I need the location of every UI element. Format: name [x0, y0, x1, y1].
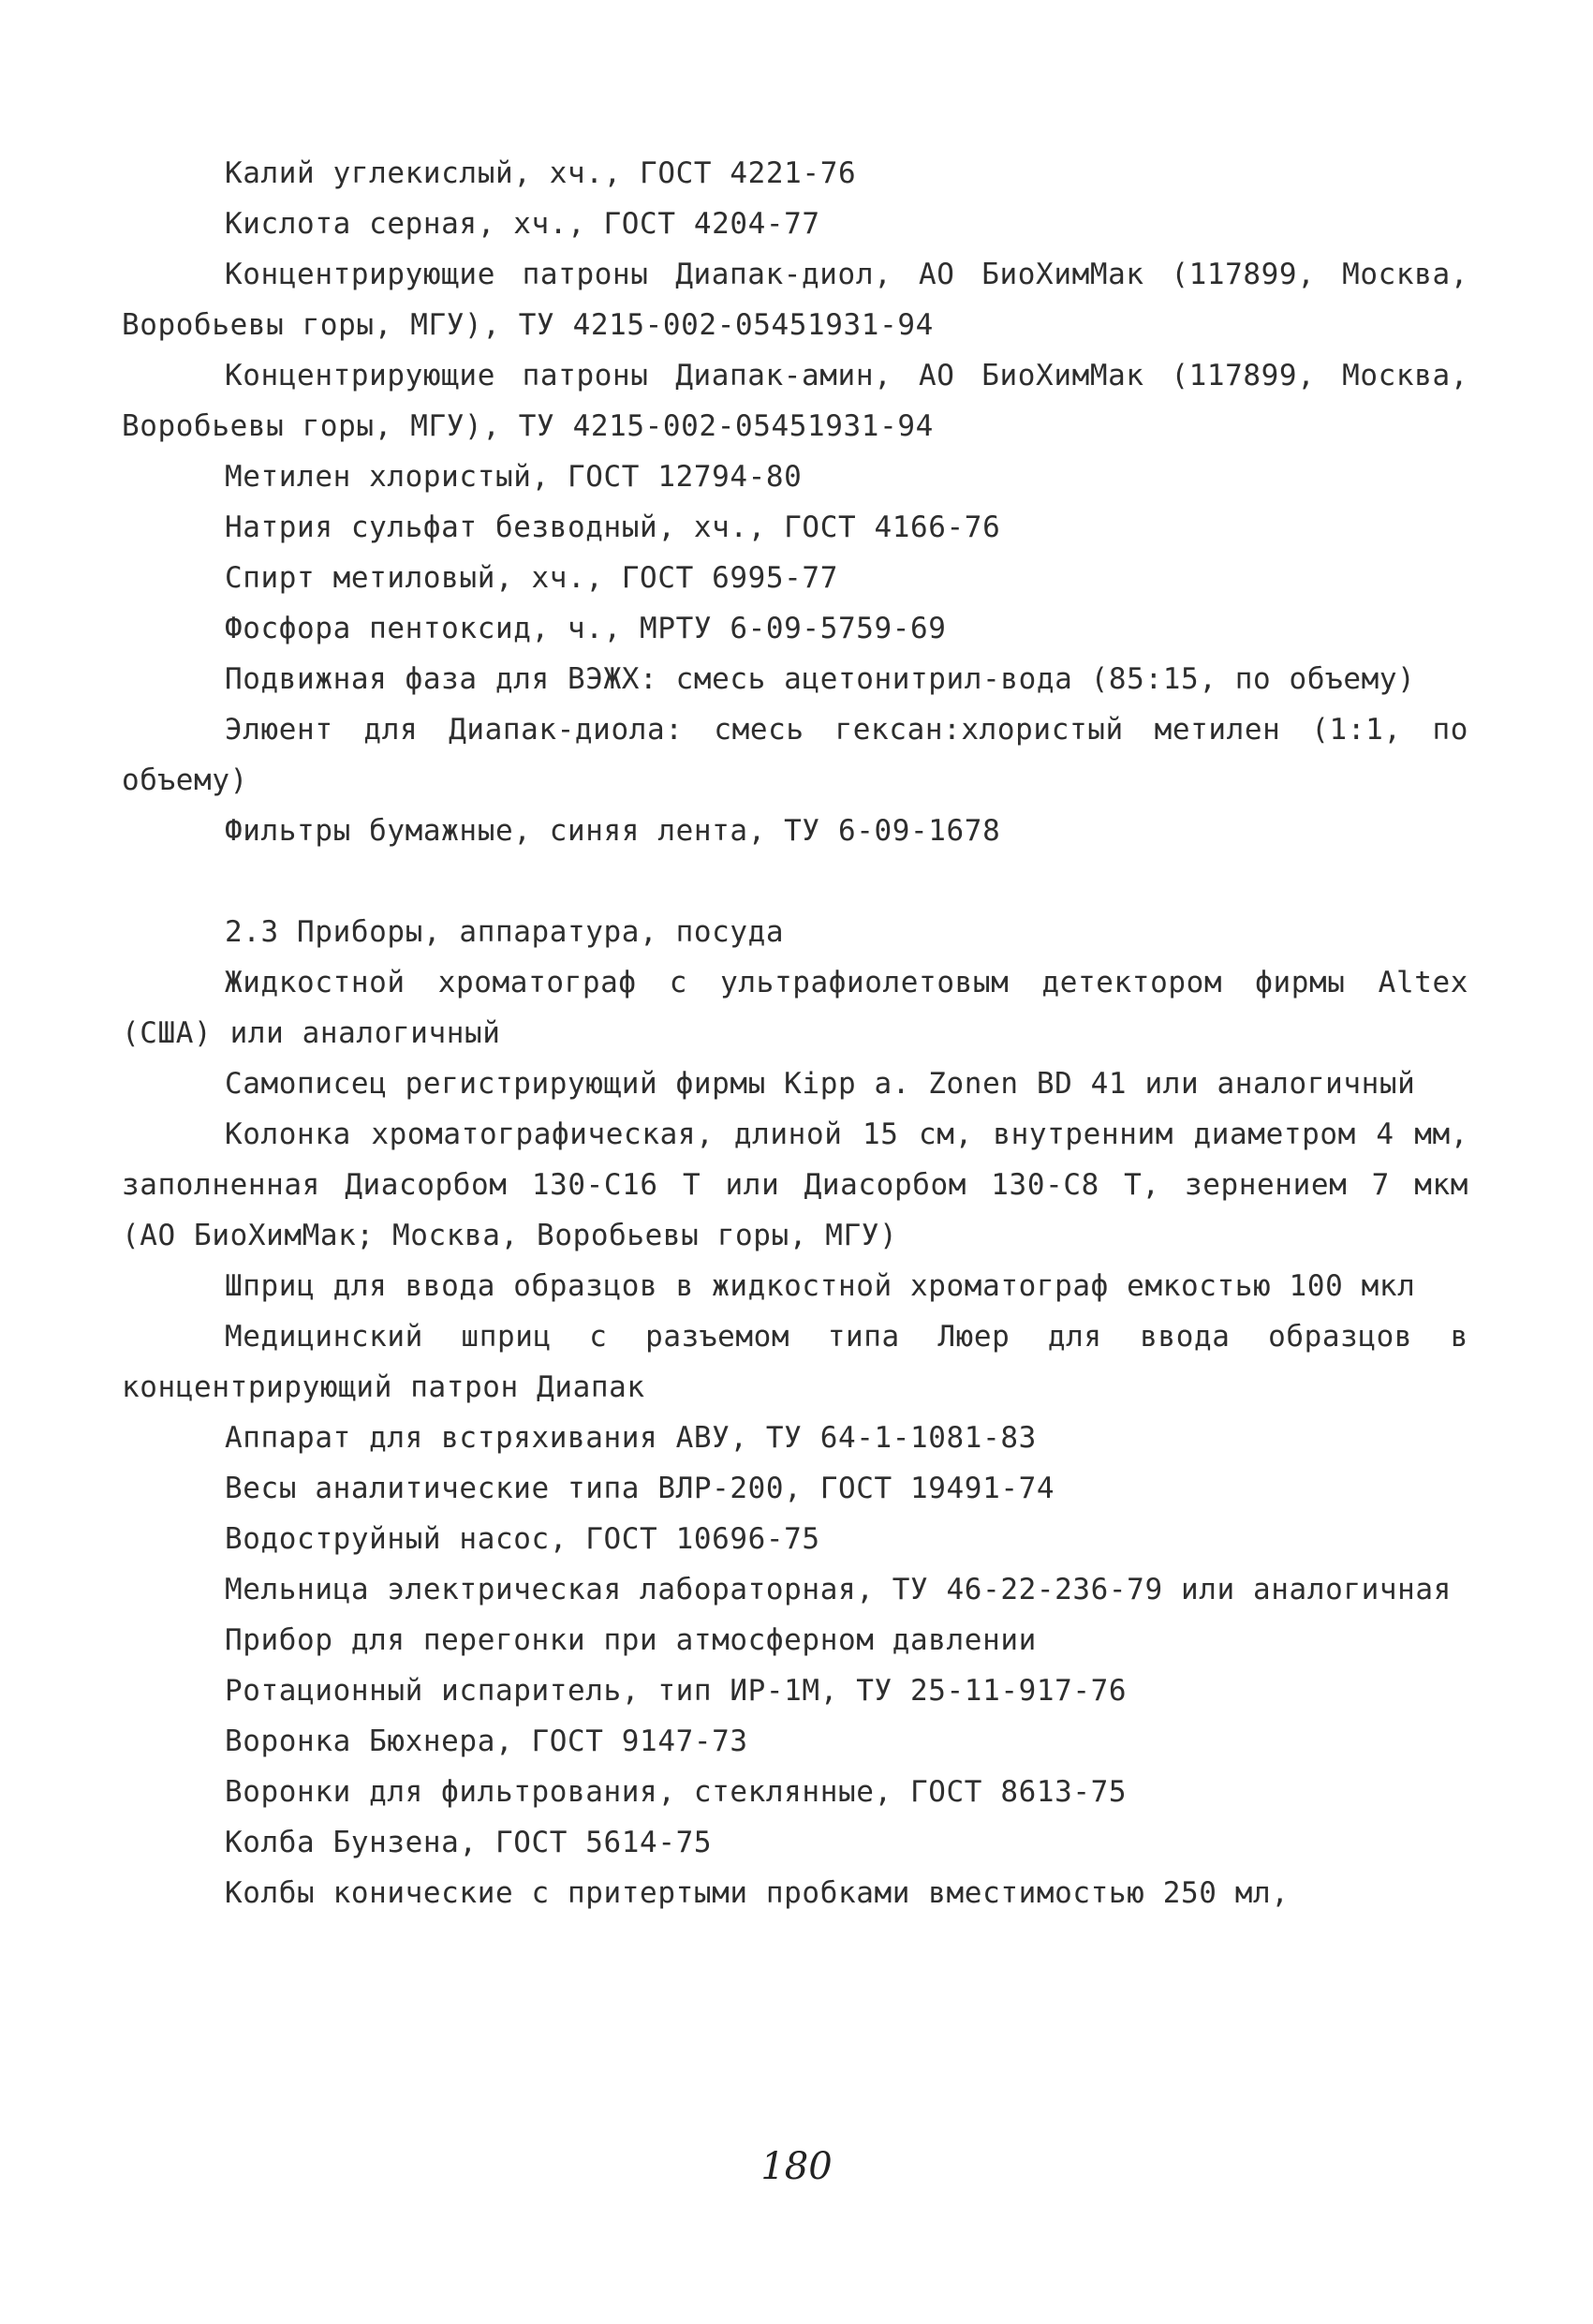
equipment-item: Колонка хроматографическая, длиной 15 см, внутренним диаметром 4 мм, заполненная Диасорбом 130-С16 Т или Диасорбом 130-С8 Т, зернением 7 мкм (АО БиоХимМак; Москва, Воробьевы горы, МГУ) [122, 1118, 1468, 1252]
reagent-item: Концентрирующие патроны Диапак-амин, АО БиоХимМак (117899, Москва, Воробьевы горы, МГУ), ТУ 4215-002-05451931-94 [122, 359, 1468, 443]
reagent-item: Фосфора пентоксид, ч., МРТУ 6-09-5759-69 [225, 612, 947, 645]
reagent-item: Концентрирующие патроны Диапак-диол, АО БиоХимМак (117899, Москва, Воробьевы горы, МГУ), ТУ 4215-002-05451931-94 [122, 258, 1468, 342]
equipment-item: Весы аналитические типа ВЛР-200, ГОСТ 19491-74 [225, 1472, 1055, 1505]
equipment-item: Колбы конические с притертыми пробками вместимостью 250 мл, [225, 1876, 1290, 1910]
equipment-item: Шприц для ввода образцов в жидкостной хроматограф емкостью 100 мкл [225, 1269, 1416, 1303]
equipment-item: Ротационный испаритель, тип ИР-1М, ТУ 25-11-917-76 [225, 1674, 1128, 1708]
equipment-item: Мельница электрическая лабораторная, ТУ 46-22-236-79 или аналогичная [225, 1573, 1452, 1606]
document-body [122, 148, 1468, 1918]
reagent-item: Элюент для Диапак-диола: смесь гексан:хлористый метилен (1:1, по объему) [122, 713, 1468, 797]
equipment-item: Аппарат для встряхивания АВУ, ТУ 64-1-1081-83 [225, 1421, 1037, 1455]
equipment-item: Водоструйный насос, ГОСТ 10696-75 [225, 1522, 820, 1556]
equipment-item: Самописец регистрирующий фирмы Kipp a. Zonen BD 41 или аналогичный [225, 1067, 1416, 1101]
reagent-item: Спирт метиловый, хч., ГОСТ 6995-77 [225, 561, 838, 595]
section-spacer [122, 856, 1468, 907]
equipment-item: Прибор для перегонки при атмосферном давлении [225, 1623, 1037, 1657]
page-number: 180 [760, 2145, 833, 2188]
reagent-item: Натрия сульфат безводный, хч., ГОСТ 4166-76 [225, 511, 1001, 544]
equipment-item: Медицинский шприц с разъемом типа Люер для ввода образцов в концентрирующий патрон Диапак [122, 1320, 1468, 1404]
equipment-item: Воронки для фильтрования, стеклянные, ГОСТ 8613-75 [225, 1775, 1128, 1809]
reagent-item: Подвижная фаза для ВЭЖХ: смесь ацетонитрил-вода (85:15, по объему) [225, 662, 1416, 696]
reagent-item: Кислота серная, хч., ГОСТ 4204-77 [225, 207, 820, 241]
reagent-item: Калий углекислый, хч., ГОСТ 4221-76 [225, 156, 857, 190]
reagent-item: Фильтры бумажные, синяя лента, ТУ 6-09-1678 [225, 814, 1001, 848]
reagent-item: Метилен хлористый, ГОСТ 12794-80 [225, 460, 803, 494]
equipment-item: Воронка Бюхнера, ГОСТ 9147-73 [225, 1724, 748, 1758]
equipment-item: Колба Бунзена, ГОСТ 5614-75 [225, 1826, 713, 1859]
equipment-item: Жидкостной хроматограф с ультрафиолетовым детектором фирмы Altex (США) или аналогичный [122, 966, 1468, 1050]
section-heading: 2.3 Приборы, аппаратура, посуда [225, 915, 785, 949]
